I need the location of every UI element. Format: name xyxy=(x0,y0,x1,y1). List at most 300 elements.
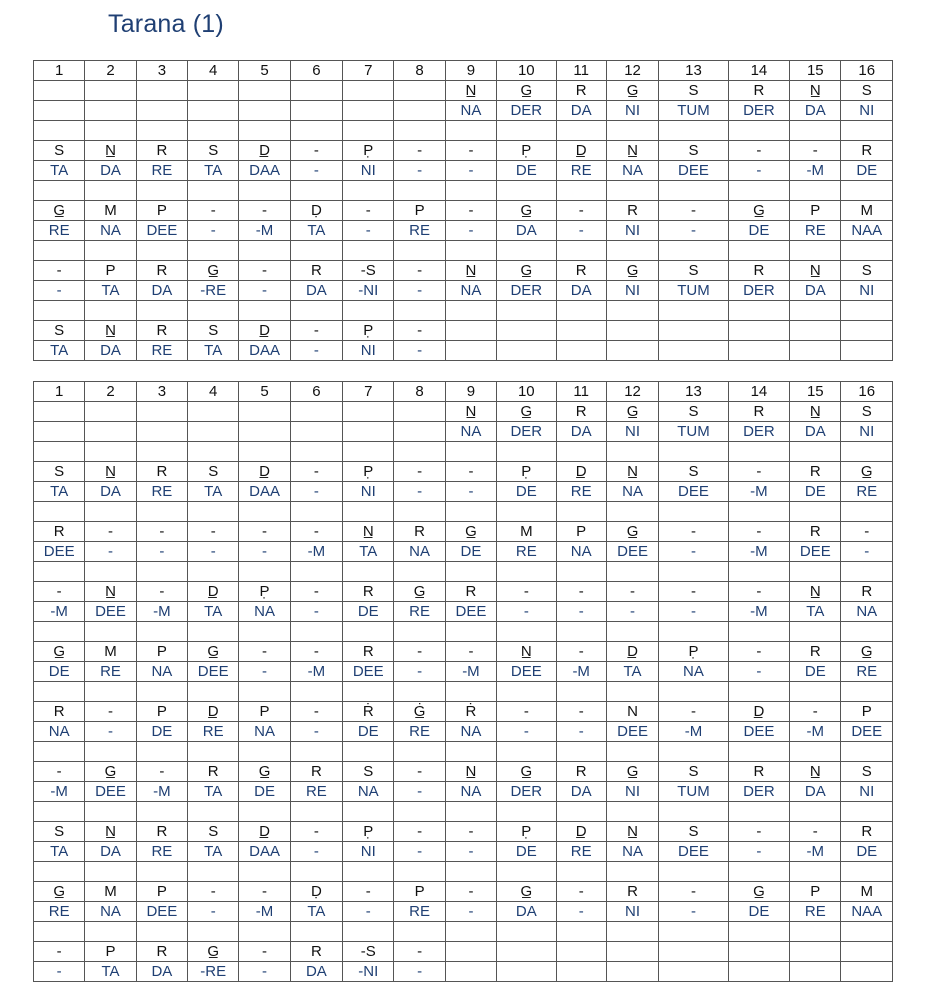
swara-row-cell: - xyxy=(394,822,445,842)
swara-row-cell: - xyxy=(445,822,496,842)
spacer-cell xyxy=(728,442,789,462)
bol-row-cell: NI xyxy=(841,101,893,121)
swara-row-cell: R xyxy=(136,141,187,161)
beat-number-row-cell: 16 xyxy=(841,382,893,402)
bol-row-cell: TUM xyxy=(659,281,728,301)
swara-row-cell: - xyxy=(34,582,85,602)
swara-row-cell: P xyxy=(136,201,187,221)
beat-number-row-cell: 12 xyxy=(606,382,658,402)
bol-row-cell xyxy=(790,962,841,982)
bol-row-cell: - xyxy=(841,542,893,562)
bol-row-cell: TA xyxy=(34,482,85,502)
swara-row-cell: - xyxy=(841,522,893,542)
bol-row-cell: - xyxy=(445,842,496,862)
swara-row-cell: M xyxy=(841,882,893,902)
spacer-cell xyxy=(343,502,394,522)
swara-row-cell: R xyxy=(343,582,394,602)
spacer-cell xyxy=(136,442,187,462)
beat-number-row-cell: 2 xyxy=(85,61,136,81)
swara-row-cell: - xyxy=(239,882,290,902)
bol-row-cell: RE xyxy=(136,842,187,862)
bol-row-cell xyxy=(556,341,606,361)
bol-row-cell: RE xyxy=(34,902,85,922)
spacer-cell xyxy=(239,682,290,702)
swara-row-cell xyxy=(290,402,342,422)
bol-row-cell: TUM xyxy=(659,101,728,121)
swara-row-cell: - xyxy=(136,522,187,542)
swara-row-cell: R xyxy=(188,762,239,782)
spacer-cell xyxy=(497,862,556,882)
bol-row-cell xyxy=(497,341,556,361)
bol-row-cell: DA xyxy=(556,422,606,442)
bol-row-cell xyxy=(85,101,136,121)
bol-row-cell: - xyxy=(290,161,342,181)
spacer-cell xyxy=(343,622,394,642)
bol-row-cell: DA xyxy=(136,281,187,301)
bol-row-cell: NI xyxy=(343,482,394,502)
swara-row-cell: R xyxy=(728,261,789,281)
swara-row-cell: R xyxy=(556,81,606,101)
bol-row-cell: DE xyxy=(343,722,394,742)
spacer-cell xyxy=(343,862,394,882)
swara-row-cell: D̲ xyxy=(239,822,290,842)
swara-row-cell: G̲ xyxy=(497,402,556,422)
bol-row-cell: NA xyxy=(445,722,496,742)
spacer-cell xyxy=(659,682,728,702)
spacer-cell xyxy=(290,922,342,942)
swara-row-cell: S xyxy=(343,762,394,782)
bol-row-cell: DEE xyxy=(343,662,394,682)
bol-row-cell: DEE xyxy=(85,782,136,802)
spacer-cell xyxy=(659,622,728,642)
bol-row-cell xyxy=(290,422,342,442)
spacer-cell xyxy=(290,181,342,201)
swara-row-cell xyxy=(136,402,187,422)
swara-row xyxy=(34,402,893,422)
bol-row-cell: RE xyxy=(394,722,445,742)
swara-row xyxy=(34,582,893,602)
swara-row xyxy=(34,522,893,542)
beat-number-row-cell: 7 xyxy=(343,61,394,81)
bol-row-cell: NI xyxy=(343,341,394,361)
spacer-cell xyxy=(445,922,496,942)
swara-row-cell: - xyxy=(445,462,496,482)
bol-row-cell: DAA xyxy=(239,482,290,502)
swara-row-cell: Ġ̲ xyxy=(394,702,445,722)
spacer-cell xyxy=(34,502,85,522)
swara-row-cell: P xyxy=(136,702,187,722)
spacer-cell xyxy=(290,862,342,882)
bol-row-cell: - xyxy=(394,662,445,682)
swara-row-cell: - xyxy=(556,702,606,722)
swara-row-cell: P̣ xyxy=(497,822,556,842)
spacer-cell xyxy=(239,241,290,261)
swara-row-cell: N̲ xyxy=(790,402,841,422)
bol-row-cell: - xyxy=(136,542,187,562)
spacer-cell xyxy=(556,301,606,321)
bol-row-cell: DEE xyxy=(34,542,85,562)
spacer-cell xyxy=(85,241,136,261)
bol-row-cell xyxy=(497,962,556,982)
bol-row-cell: DAA xyxy=(239,842,290,862)
spacer-cell xyxy=(394,181,445,201)
swara-row-cell: - xyxy=(136,762,187,782)
notation-table-1 xyxy=(33,60,893,361)
bol-row-cell: DER xyxy=(497,101,556,121)
spacer-cell xyxy=(239,301,290,321)
spacer-cell xyxy=(85,301,136,321)
bol-row-cell: -RE xyxy=(188,281,239,301)
bol-row-cell: DE xyxy=(728,221,789,241)
spacer-cell xyxy=(497,181,556,201)
spacer-cell xyxy=(85,562,136,582)
bol-row xyxy=(34,482,893,502)
bol-row-cell xyxy=(394,422,445,442)
swara-row-cell: - xyxy=(659,582,728,602)
bol-row-cell: DEE xyxy=(606,722,658,742)
spacer-cell xyxy=(790,121,841,141)
spacer-cell xyxy=(136,181,187,201)
bol-row-cell: RE xyxy=(188,722,239,742)
swara-row xyxy=(34,882,893,902)
spacer-cell xyxy=(790,301,841,321)
bol-row-cell xyxy=(790,341,841,361)
bol-row-cell: NA xyxy=(606,842,658,862)
swara-row-cell xyxy=(841,321,893,341)
bol-row-cell: -RE xyxy=(188,962,239,982)
spacer-cell xyxy=(136,862,187,882)
swara-row xyxy=(34,81,893,101)
spacer-row xyxy=(34,121,893,141)
bol-row-cell: -M xyxy=(290,542,342,562)
swara-row-cell: R xyxy=(136,321,187,341)
spacer-cell xyxy=(790,682,841,702)
bol-row-cell: NI xyxy=(606,221,658,241)
spacer-cell xyxy=(728,241,789,261)
bol-row-cell: - xyxy=(239,962,290,982)
bol-row-cell: DER xyxy=(728,782,789,802)
bol-row-cell xyxy=(85,422,136,442)
spacer-cell xyxy=(188,742,239,762)
beat-number-row-cell: 14 xyxy=(728,382,789,402)
swara-row-cell: P̣ xyxy=(497,462,556,482)
bol-row-cell xyxy=(445,341,496,361)
spacer-cell xyxy=(728,802,789,822)
bol-row-cell: -M xyxy=(728,602,789,622)
spacer-cell xyxy=(606,562,658,582)
bol-row-cell xyxy=(136,422,187,442)
spacer-cell xyxy=(136,301,187,321)
swara-row-cell: - xyxy=(394,762,445,782)
beat-number-row-cell: 16 xyxy=(841,61,893,81)
swara-row-cell: G̲ xyxy=(85,762,136,782)
beat-number-row-cell: 5 xyxy=(239,382,290,402)
swara-row-cell: - xyxy=(290,582,342,602)
spacer-cell xyxy=(85,442,136,462)
bol-row-cell: - xyxy=(556,602,606,622)
notation-table-2 xyxy=(33,381,893,982)
bol-row-cell: NA xyxy=(85,902,136,922)
spacer-cell xyxy=(394,502,445,522)
swara-row-cell: N̲ xyxy=(606,141,658,161)
spacer-cell xyxy=(497,622,556,642)
bol-row-cell: RE xyxy=(556,161,606,181)
bol-row-cell: - xyxy=(188,902,239,922)
swara-row-cell: N̲ xyxy=(85,462,136,482)
bol-row-cell: -M xyxy=(728,542,789,562)
bol-row-cell: - xyxy=(659,602,728,622)
swara-row-cell: D̲ xyxy=(188,582,239,602)
swara-row-cell: N̲ xyxy=(445,402,496,422)
bol-row-cell: - xyxy=(659,542,728,562)
bol-row-cell: DE xyxy=(445,542,496,562)
bol-row-cell: TA xyxy=(188,482,239,502)
spacer-cell xyxy=(239,562,290,582)
spacer-cell xyxy=(497,922,556,942)
swara-row-cell xyxy=(556,321,606,341)
swara-row-cell: M xyxy=(85,201,136,221)
swara-row-cell: G̲ xyxy=(188,261,239,281)
spacer-cell xyxy=(556,802,606,822)
bol-row-cell: NA xyxy=(85,221,136,241)
beat-number-row-cell: 3 xyxy=(136,382,187,402)
swara-row-cell: - xyxy=(659,882,728,902)
bol-row-cell xyxy=(728,962,789,982)
swara-row-cell: M xyxy=(85,882,136,902)
bol-row-cell: TA xyxy=(188,341,239,361)
swara-row-cell: N̲ xyxy=(85,321,136,341)
swara-row-cell: R xyxy=(841,822,893,842)
swara-row-cell xyxy=(343,402,394,422)
bol-row-cell: TA xyxy=(85,962,136,982)
swara-row-cell: - xyxy=(290,702,342,722)
swara-row-cell: G̲ xyxy=(497,882,556,902)
swara-row-cell: P̣ xyxy=(343,141,394,161)
bol-row-cell: DER xyxy=(497,782,556,802)
swara-row-cell: - xyxy=(239,642,290,662)
spacer-cell xyxy=(790,622,841,642)
spacer-cell xyxy=(659,502,728,522)
spacer-cell xyxy=(188,181,239,201)
spacer-cell xyxy=(394,121,445,141)
swara-row-cell: S xyxy=(659,141,728,161)
bol-row-cell: TA xyxy=(188,602,239,622)
swara-row-cell: R xyxy=(556,261,606,281)
swara-row-cell: S xyxy=(659,81,728,101)
spacer-cell xyxy=(841,682,893,702)
spacer-row xyxy=(34,922,893,942)
swara-row-cell: G̲ xyxy=(497,201,556,221)
spacer-cell xyxy=(841,922,893,942)
swara-row-cell: - xyxy=(659,702,728,722)
spacer-row xyxy=(34,682,893,702)
swara-row-cell: S xyxy=(188,822,239,842)
swara-row-cell: R xyxy=(445,582,496,602)
bol-row-cell: NA xyxy=(841,602,893,622)
spacer-cell xyxy=(497,241,556,261)
bol-row-cell xyxy=(606,962,658,982)
swara-row xyxy=(34,462,893,482)
bol-row-cell: - xyxy=(606,602,658,622)
swara-row-cell: N̲ xyxy=(497,642,556,662)
bol-row xyxy=(34,962,893,982)
spacer-cell xyxy=(445,862,496,882)
spacer-cell xyxy=(188,301,239,321)
swara-row-cell: Ḍ xyxy=(290,201,342,221)
bol-row-cell: RE xyxy=(136,161,187,181)
bol-row-cell: NA xyxy=(445,281,496,301)
spacer-cell xyxy=(34,121,85,141)
bol-row-cell: -M xyxy=(659,722,728,742)
bol-row-cell: - xyxy=(85,722,136,742)
bol-row-cell: - xyxy=(239,542,290,562)
spacer-cell xyxy=(343,241,394,261)
bol-row xyxy=(34,341,893,361)
spacer-cell xyxy=(606,121,658,141)
spacer-cell xyxy=(659,181,728,201)
spacer-cell xyxy=(188,241,239,261)
spacer-cell xyxy=(841,862,893,882)
swara-row-cell: N̲ xyxy=(445,261,496,281)
swara-row-cell: R xyxy=(728,81,789,101)
spacer-cell xyxy=(556,622,606,642)
bol-row-cell: TA xyxy=(606,662,658,682)
spacer-cell xyxy=(136,502,187,522)
bol-row-cell: RE xyxy=(394,602,445,622)
swara-row xyxy=(34,762,893,782)
bol-row-cell: - xyxy=(394,962,445,982)
spacer-cell xyxy=(445,742,496,762)
bol-row-cell: -NI xyxy=(343,281,394,301)
swara-row-cell xyxy=(841,942,893,962)
swara-row-cell: R xyxy=(790,642,841,662)
bol-row-cell: RE xyxy=(136,341,187,361)
spacer-cell xyxy=(841,301,893,321)
spacer-cell xyxy=(497,802,556,822)
spacer-cell xyxy=(136,622,187,642)
swara-row-cell: - xyxy=(659,522,728,542)
spacer-cell xyxy=(394,622,445,642)
swara-row-cell xyxy=(239,402,290,422)
spacer-cell xyxy=(659,301,728,321)
spacer-cell xyxy=(394,922,445,942)
bol-row-cell: -M xyxy=(239,902,290,922)
swara-row-cell: P̣ xyxy=(343,462,394,482)
spacer-cell xyxy=(188,862,239,882)
beat-number-row-cell: 10 xyxy=(497,382,556,402)
bol-row-cell xyxy=(728,341,789,361)
spacer-cell xyxy=(188,562,239,582)
bol-row-cell: DE xyxy=(343,602,394,622)
bol-row-cell: - xyxy=(728,161,789,181)
bol-row-cell: TA xyxy=(790,602,841,622)
bol-row-cell: - xyxy=(556,221,606,241)
bol-row-cell: NA xyxy=(556,542,606,562)
spacer-row xyxy=(34,442,893,462)
spacer-cell xyxy=(188,622,239,642)
bol-row-cell: DEE xyxy=(136,221,187,241)
bol-row-cell: NA xyxy=(445,422,496,442)
spacer-cell xyxy=(290,241,342,261)
bol-row-cell: TA xyxy=(188,842,239,862)
spacer-cell xyxy=(445,682,496,702)
swara-row-cell: G̲ xyxy=(606,762,658,782)
swara-row xyxy=(34,141,893,161)
swara-row-cell: - xyxy=(394,462,445,482)
spacer-row xyxy=(34,862,893,882)
spacer-cell xyxy=(606,862,658,882)
bol-row-cell: DER xyxy=(728,101,789,121)
bol-row-cell: DAA xyxy=(239,341,290,361)
swara-row-cell: N̲ xyxy=(85,822,136,842)
spacer-cell xyxy=(188,682,239,702)
swara-row-cell: - xyxy=(728,522,789,542)
bol-row-cell: -M xyxy=(290,662,342,682)
bol-row-cell: - xyxy=(394,482,445,502)
swara-row-cell: P̣ xyxy=(239,582,290,602)
beat-number-row-cell: 10 xyxy=(497,61,556,81)
bol-row-cell: DEE xyxy=(728,722,789,742)
swara-row-cell: - xyxy=(239,261,290,281)
bol-row-cell: TUM xyxy=(659,782,728,802)
beat-number-row-cell: 9 xyxy=(445,61,496,81)
bol-row-cell: - xyxy=(239,662,290,682)
bol-row-cell: TA xyxy=(188,161,239,181)
spacer-cell xyxy=(556,862,606,882)
spacer-cell xyxy=(85,922,136,942)
swara-row-cell: G̲ xyxy=(728,201,789,221)
bol-row xyxy=(34,722,893,742)
bol-row-cell xyxy=(556,962,606,982)
spacer-cell xyxy=(606,802,658,822)
bol-row-cell: - xyxy=(659,221,728,241)
swara-row-cell: S xyxy=(188,462,239,482)
spacer-cell xyxy=(790,241,841,261)
swara-row-cell: S xyxy=(188,141,239,161)
bol-row-cell: - xyxy=(497,602,556,622)
swara-row-cell: Ṙ xyxy=(343,702,394,722)
bol-row-cell: DA xyxy=(790,782,841,802)
bol-row-cell: - xyxy=(445,902,496,922)
swara-row-cell: R xyxy=(34,522,85,542)
spacer-cell xyxy=(394,862,445,882)
beat-number-row-cell: 12 xyxy=(606,61,658,81)
bol-row-cell: DER xyxy=(728,422,789,442)
swara-row-cell: P̣ xyxy=(343,822,394,842)
spacer-cell xyxy=(790,181,841,201)
swara-row-cell: - xyxy=(556,642,606,662)
bol-row-cell xyxy=(34,101,85,121)
bol-row-cell: DAA xyxy=(239,161,290,181)
swara-row-cell xyxy=(188,81,239,101)
bol-row-cell: - xyxy=(34,962,85,982)
swara-row-cell: Ḍ xyxy=(290,882,342,902)
swara-row-cell: D̲ xyxy=(556,822,606,842)
spacer-cell xyxy=(34,241,85,261)
bol-row-cell: DA xyxy=(85,482,136,502)
spacer-cell xyxy=(343,442,394,462)
swara-row-cell xyxy=(394,402,445,422)
bol-row-cell: DE xyxy=(136,722,187,742)
swara-row-cell: - xyxy=(728,642,789,662)
bol-row-cell: DEE xyxy=(85,602,136,622)
swara-row-cell xyxy=(343,81,394,101)
bol-row-cell: RE xyxy=(841,662,893,682)
bol-row-cell xyxy=(239,422,290,442)
spacer-cell xyxy=(343,742,394,762)
swara-row-cell: S xyxy=(659,261,728,281)
swara-row-cell: G̲ xyxy=(606,81,658,101)
